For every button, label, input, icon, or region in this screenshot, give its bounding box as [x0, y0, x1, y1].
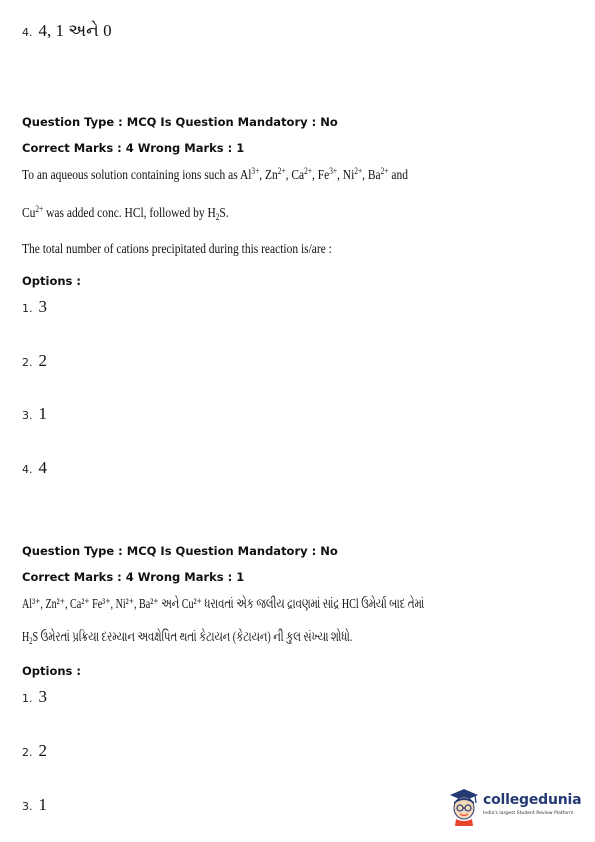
option-number: 3. — [22, 409, 33, 422]
q2-option-3[interactable] — [22, 796, 47, 813]
option-value: 1 — [38, 404, 47, 423]
q1-option-4[interactable] — [22, 459, 47, 476]
option-number: 1. — [22, 692, 33, 705]
q1-type-line: Question Type : MCQ Is Question Mandatory : No — [22, 115, 338, 129]
logo-name: collegedunia — [483, 792, 582, 808]
option-number: 3. — [22, 800, 33, 813]
q1-text-line3: The total number of cations precipitated during this reaction is/are : — [22, 242, 332, 257]
option-number: 4. — [22, 26, 33, 39]
option-value: 3 — [38, 687, 47, 706]
q2-text-line1: Al³⁺, Zn²⁺, Ca²⁺ Fe³⁺, Ni²⁺, Ba²⁺ અને Cu²⁺ ધરાવતાં એક જલીય દ્રાવણમાં સાંદ્ર HCl ઉમેર્યા બાદ તેમાં — [22, 597, 425, 612]
q1-options-label: Options : — [22, 274, 81, 288]
option-value: 4 — [38, 458, 47, 477]
option-number: 2. — [22, 746, 33, 759]
q1-marks-line: Correct Marks : 4 Wrong Marks : 1 — [22, 141, 245, 155]
option-value: 3 — [38, 297, 47, 316]
q1-text-line2: $Cu^{2+}$ was added conc. HCl, followed by $H_2S$. — [22, 204, 229, 222]
q2-text-line2: $H_2S$ ઉમેરતાં પ્રક્રિયા દરમ્યાન અવક્ષેપિત થતાં કેટાયન (કેટાયન) ની કુલ સંખ્યા શોધો. — [22, 630, 353, 646]
q2-option-1[interactable] — [22, 688, 47, 705]
q2-marks-line: Correct Marks : 4 Wrong Marks : 1 — [22, 570, 245, 584]
option-number: 1. — [22, 302, 33, 315]
q1-option-2[interactable] — [22, 352, 47, 369]
option-value: 2 — [38, 741, 47, 760]
option-value: 1 — [38, 795, 47, 814]
collegedunia-logo — [447, 786, 582, 826]
logo-tagline: India's largest Student Review Platform — [483, 811, 574, 816]
q2-options-label: Options : — [22, 664, 81, 678]
option-value: 4, 1 અને 0 — [38, 21, 112, 40]
q2-option-2[interactable] — [22, 742, 47, 759]
q1-option-1[interactable] — [22, 298, 47, 315]
option-value: 2 — [38, 351, 47, 370]
option-number: 4. — [22, 463, 33, 476]
q1-text-line1: To an aqueous solution containing ions such as $Al^{3+}$, $Zn^{2+}$, $Ca^{2+}$, $Fe^{3+}$, $Ni^{2+}$, $Ba^{2+}$ and — [22, 166, 408, 183]
prev-option-4 — [22, 22, 112, 39]
mascot-icon — [447, 786, 481, 826]
q2-type-line: Question Type : MCQ Is Question Mandatory : No — [22, 544, 338, 558]
option-number: 2. — [22, 356, 33, 369]
q1-option-3[interactable] — [22, 405, 47, 422]
